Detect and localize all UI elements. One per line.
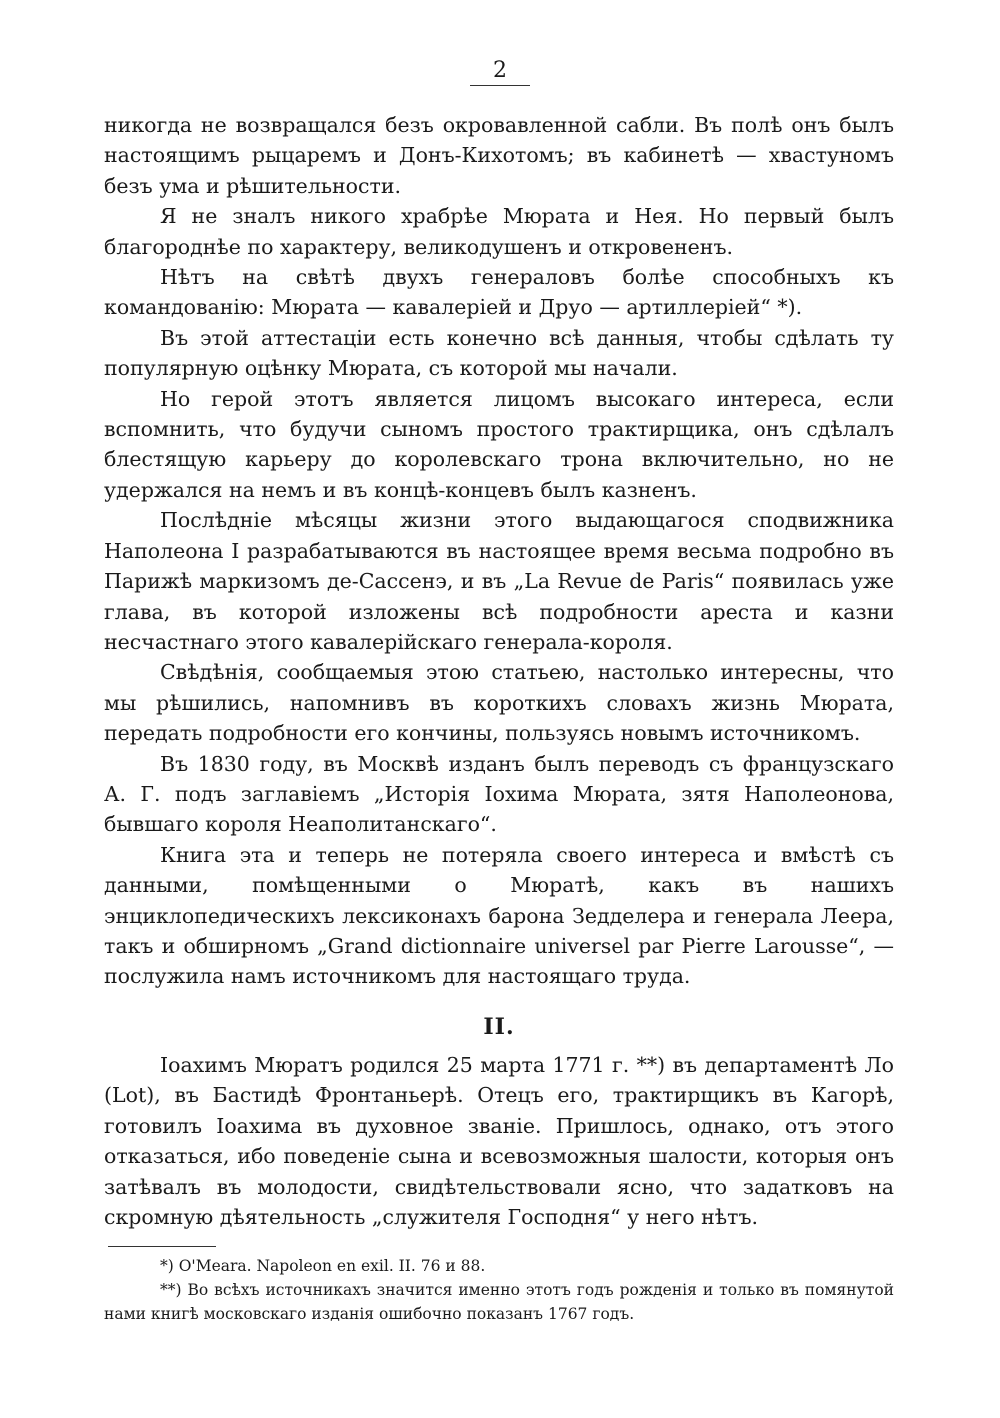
- footnote: *) O'Meara. Napoleon en exil. II. 76 и 88.: [160, 1257, 486, 1275]
- paragraph: Но герой этотъ является лицомъ высокаго интереса, если вспомнить, что будучи сыномъ простого трактирщика, онъ сдѣлалъ блестящую карьеру до королевскаго трона включительно, но не удержался на немъ и въ концѣ-концевъ былъ казненъ.: [104, 386, 894, 502]
- paragraph: Книга эта и теперь не потеряла своего интереса и вмѣстѣ съ данными, помѣщенными о Мюратѣ, какъ въ нашихъ энциклопедическихъ лексиконахъ барона Зедделера и генерала Леера, такъ и обширномъ „Grand dictionnaire universel par Pierre Larousse“, — послужила намъ источникомъ для настоящаго труда.: [104, 842, 894, 989]
- paragraph: никогда не возвращался безъ окровавленной сабли. Въ полѣ онъ былъ настоящимъ рыцаремъ и Донъ-Кихотомъ; въ кабинетѣ — хвастуномъ безъ ума и рѣшительности.: [104, 113, 894, 198]
- footnote: **) Во всѣхъ источникахъ значится именно этотъ годъ рожденія и только въ помянутой нами книгѣ московскаго изданія ошибочно показанъ 1767 годъ.: [104, 1281, 894, 1323]
- paragraph: Послѣдніе мѣсяцы жизни этого выдающагося сподвижника Наполеона I разрабатываются въ настоящее время весьма подробно въ Парижѣ маркизомъ де-Сассенэ, и въ „La Revue de Paris“ появилась уже глава, въ которой изложены всѣ подробности ареста и казни несчастнаго этого кавалерійскаго генерала-короля.: [104, 508, 894, 654]
- main-text: [104, 110, 894, 992]
- paragraph: Я не зналъ никого храбрѣе Мюрата и Нея. Но первый былъ благороднѣе по характеру, великодушенъ и откровененъ.: [104, 204, 894, 259]
- footnotes: [104, 1254, 894, 1326]
- paragraph: Свѣдѣнія, сообщаемыя этою статьею, настолько интересны, что мы рѣшились, напомнивъ въ короткихъ словахъ жизнь Мюрата, передать подробности его кончины, пользуясь новымъ источникомъ.: [104, 660, 894, 746]
- section-heading: II.: [483, 1014, 515, 1040]
- paragraph: Въ этой аттестаціи есть конечно всѣ данныя, чтобы сдѣлать ту популярную оцѣнку Мюрата, съ которой мы начали.: [104, 325, 894, 381]
- section-text: [104, 1050, 894, 1232]
- page-number: 2: [470, 58, 530, 86]
- paragraph: Въ 1830 году, въ Москвѣ изданъ былъ переводъ съ французскаго А. Г. подъ заглавіемъ „Исторія Іохима Мюрата, зятя Наполеонова, бывшаго короля Неаполитанскаго“.: [104, 751, 894, 837]
- paragraph: Іоахимъ Мюратъ родился 25 марта 1771 г. **) въ департаментѣ Ло (Lot), въ Бастидѣ Фронтаньерѣ. Отецъ его, трактирщикъ въ Кагорѣ, готовилъ Іоахима въ духовное званіе. Пришлось, однако, отъ этого отказаться, ибо поведеніе сына и всевозможныя шалости, которыя онъ затѣвалъ въ молодости, свидѣтельствовали ясно, что задатковъ на скромную дѣятельность „служителя Господня“ у него нѣтъ.: [104, 1053, 894, 1230]
- paragraph: Нѣтъ на свѣтѣ двухъ генераловъ болѣе способныхъ къ командованію: Мюрата — кавалеріей и Друо — артиллеріей“ *).: [104, 265, 894, 320]
- footnote-divider: [108, 1246, 216, 1247]
